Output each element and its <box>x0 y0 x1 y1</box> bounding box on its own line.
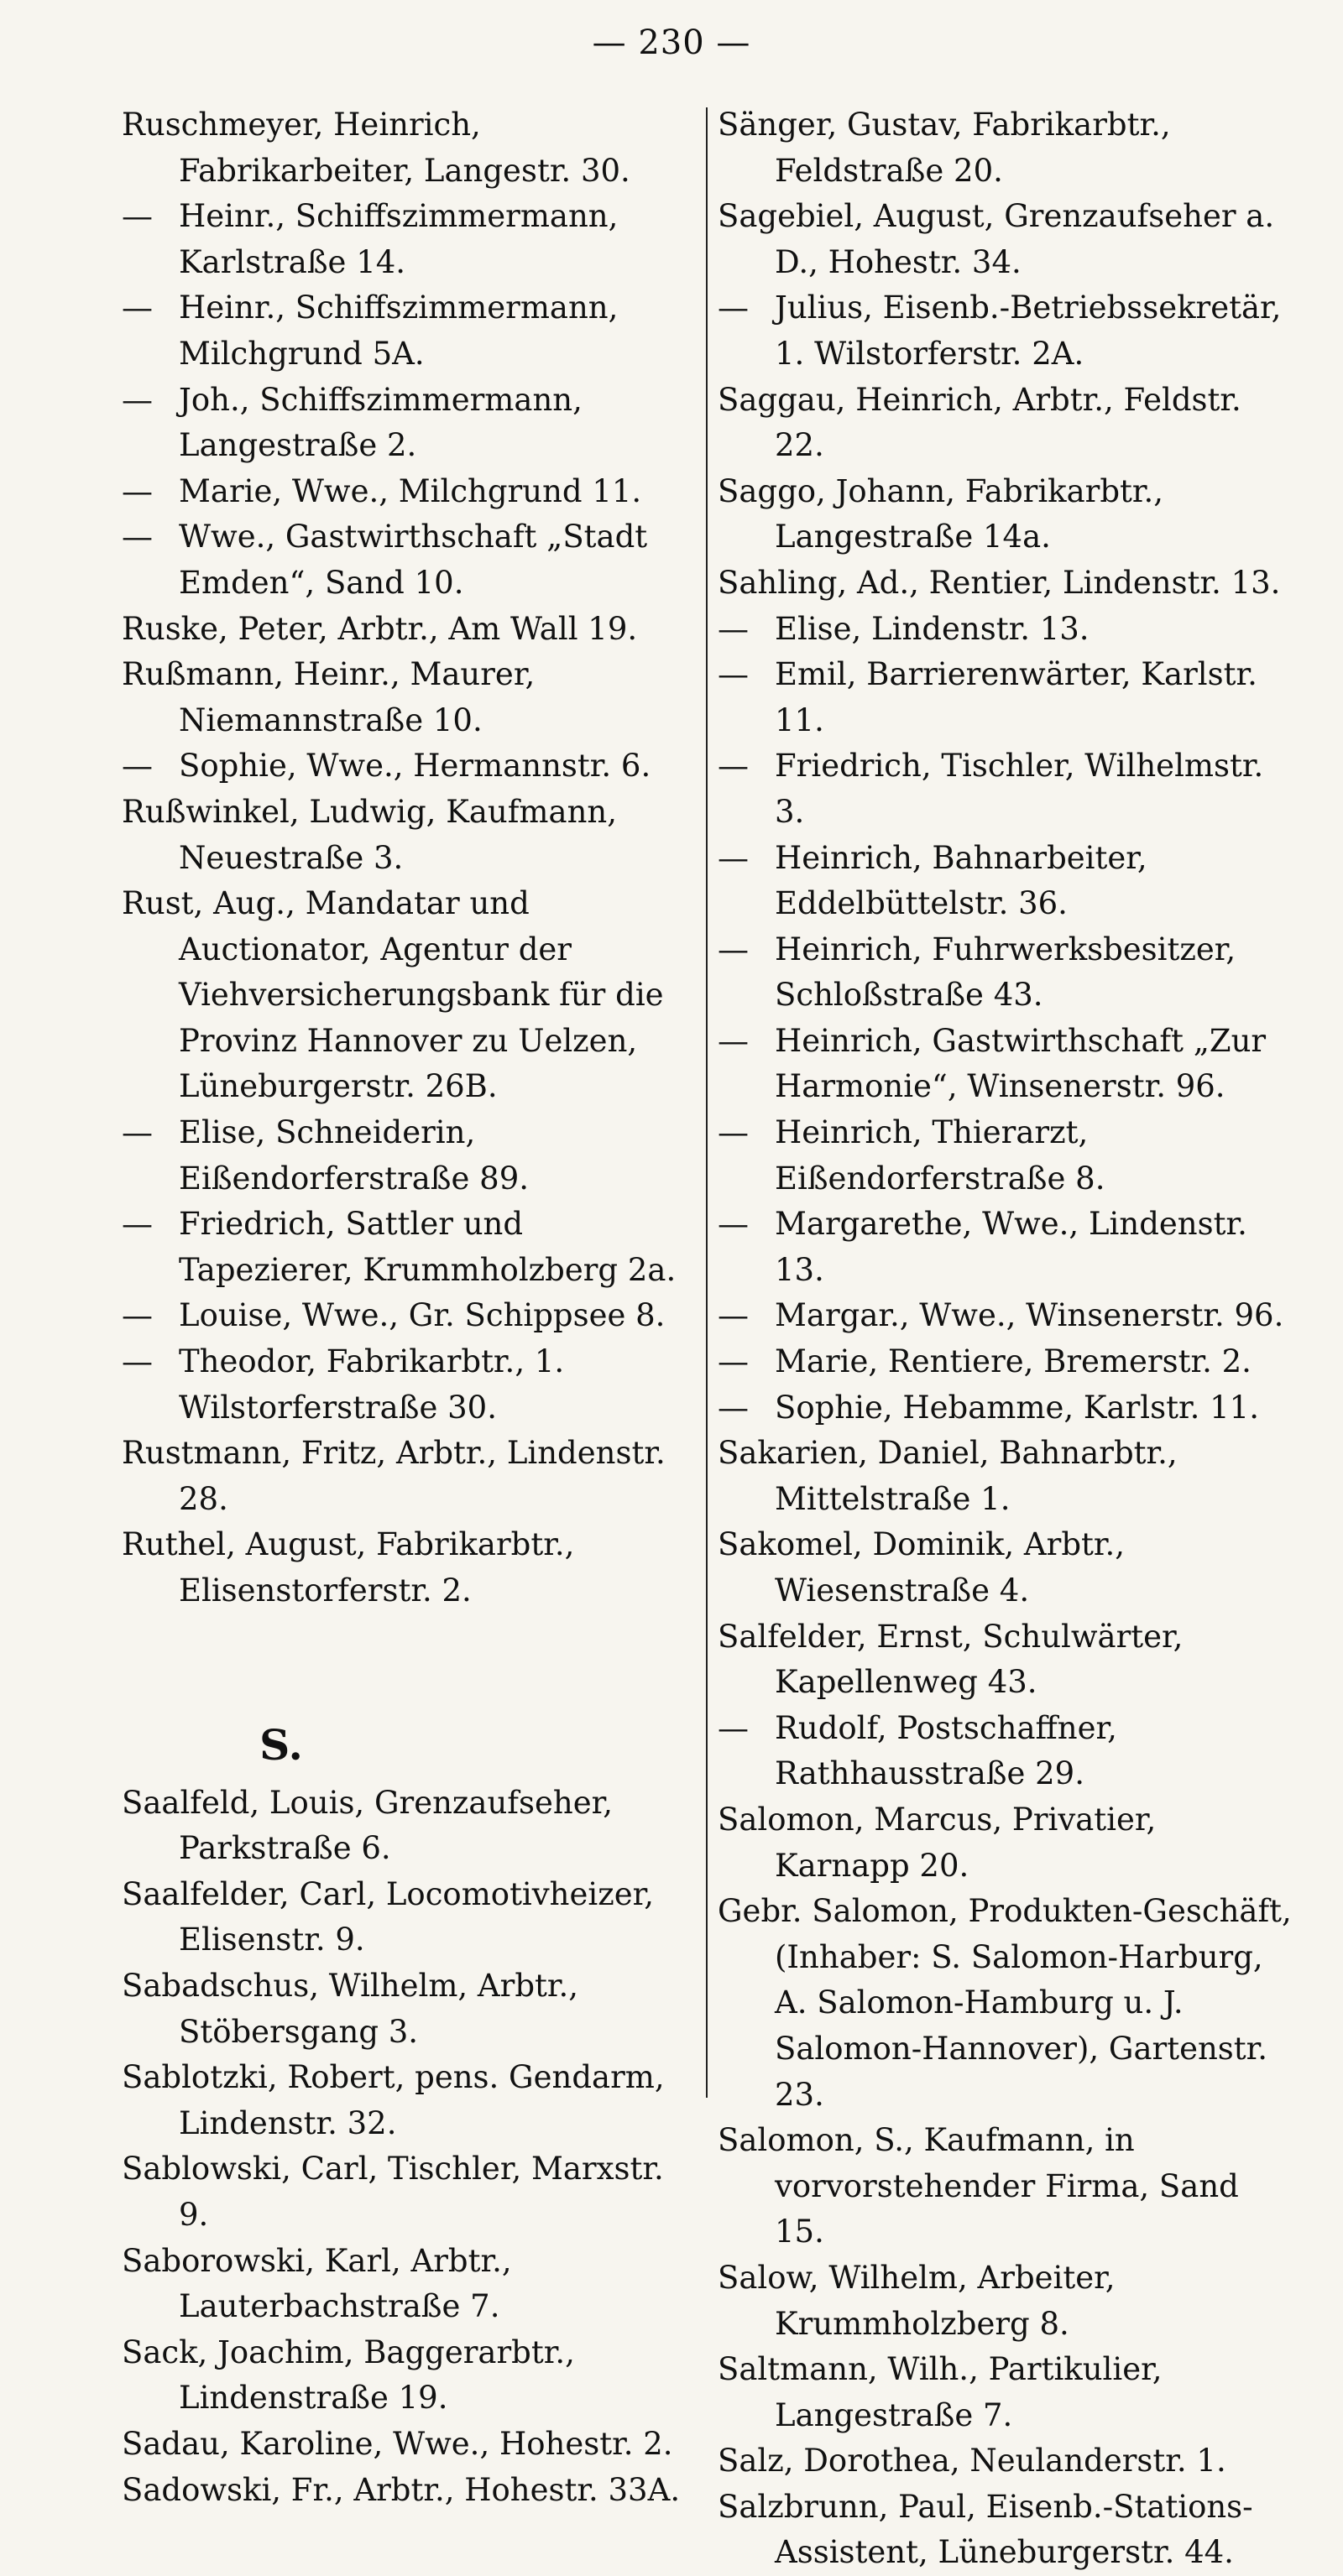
directory-entry <box>718 1522 1297 1614</box>
directory-entry <box>122 1339 701 1431</box>
directory-entry <box>122 285 701 377</box>
directory-entry <box>718 1293 1297 1339</box>
directory-entry <box>122 1781 701 1872</box>
entry-text: Saalfeld, Louis, Grenzaufseher, Parkstraße 6. <box>122 1784 613 1867</box>
directory-entry <box>718 1385 1297 1431</box>
directory-entry <box>122 378 701 469</box>
entry-text: Marie, Rentiere, Bremerstr. 2. <box>775 1343 1252 1380</box>
entry-text: Rust, Aug., Mandatar und Auctionator, Agentur der Viehversicherungsbank für die Provinz Hannover zu Uelzen, Lüneburgerstr. 26B. <box>122 885 664 1105</box>
ditto-dash: — <box>718 1343 749 1380</box>
entry-text: Rustmann, Fritz, Arbtr., Lindenstr. 28. <box>122 1435 666 1517</box>
ditto-dash: — <box>122 1114 153 1151</box>
entry-text: Sabadschus, Wilhelm, Arbtr., Stöbersgang 3. <box>122 1967 579 2050</box>
directory-entry <box>122 514 701 606</box>
ditto-dash: — <box>718 748 749 785</box>
ditto-dash: — <box>718 1297 749 1334</box>
directory-entry <box>718 285 1297 377</box>
entry-text: Sack, Joachim, Baggerarbtr., Lindenstraße 19. <box>122 2334 575 2417</box>
entry-text: Salomon, S., Kaufmann, in vorvorstehender Firma, Sand 15. <box>718 2122 1239 2250</box>
right-entries-s <box>718 102 1297 2576</box>
ditto-dash: — <box>718 1022 749 1059</box>
ditto-dash: — <box>122 748 153 785</box>
ditto-dash: — <box>122 1206 153 1243</box>
entry-text: Rußmann, Heinr., Maurer, Niemannstraße 10. <box>122 656 536 738</box>
directory-entry <box>122 607 701 653</box>
page-number: — 230 — <box>592 23 751 62</box>
entry-text: Elise, Schneiderin, Eißendorferstraße 89. <box>179 1114 530 1197</box>
directory-entry <box>718 1614 1297 1706</box>
ditto-dash: — <box>122 1343 153 1380</box>
ditto-dash: — <box>122 1297 153 1334</box>
entry-text: Sänger, Gustav, Fabrikarbtr., Feldstraße 20. <box>718 107 1171 189</box>
directory-entry <box>718 2347 1297 2438</box>
directory-entry <box>122 194 701 285</box>
entry-text: Saborowski, Karl, Arbtr., Lauterbachstraße 7. <box>122 2242 512 2325</box>
ditto-dash: — <box>718 1114 749 1151</box>
directory-entry <box>718 2485 1297 2576</box>
directory-entry <box>718 1110 1297 1202</box>
directory-entry <box>718 2118 1297 2255</box>
entry-text: Joh., Schiffszimmermann, Langestraße 2. <box>179 381 583 464</box>
directory-entry <box>718 378 1297 469</box>
entry-text: Margarethe, Wwe., Lindenstr. 13. <box>775 1206 1247 1288</box>
entry-text: Sadau, Karoline, Wwe., Hohestr. 2. <box>122 2425 673 2462</box>
entry-text: Julius, Eisenb.-Betriebssekretär, 1. Wilstorferstr. 2A. <box>775 289 1282 372</box>
entry-text: Saltmann, Wilh., Partikulier, Langestraße 7. <box>718 2351 1163 2433</box>
ditto-dash: — <box>122 381 153 418</box>
entry-text: Heinr., Schiffszimmermann, Karlstraße 14. <box>179 198 619 280</box>
directory-entry <box>718 102 1297 194</box>
entry-text: Sophie, Hebamme, Karlstr. 11. <box>775 1389 1259 1426</box>
entry-text: Margar., Wwe., Winsenerstr. 96. <box>775 1297 1284 1334</box>
directory-entry <box>718 1019 1297 1110</box>
ditto-dash: — <box>718 1709 749 1746</box>
entry-text: Heinrich, Gastwirthschaft „Zur Harmonie“, Winsenerstr. 96. <box>775 1022 1267 1105</box>
entry-text: Salz, Dorothea, Neulanderstr. 1. <box>718 2443 1226 2480</box>
directory-entry <box>718 1797 1297 1889</box>
directory-entry <box>122 1293 701 1339</box>
directory-entry <box>122 102 701 194</box>
entry-text: Salomon, Marcus, Privatier, Karnapp 20. <box>718 1801 1157 1884</box>
entry-text: Heinrich, Bahnarbeiter, Eddelbüttelstr. 36. <box>775 839 1147 922</box>
directory-entry <box>122 1522 701 1614</box>
entry-text: Saggau, Heinrich, Arbtr., Feldstr. 22. <box>718 381 1241 464</box>
entry-text: Emil, Barrierenwärter, Karlstr. 11. <box>775 656 1257 738</box>
ditto-dash: — <box>718 1389 749 1426</box>
directory-entry <box>718 469 1297 561</box>
directory-entry <box>122 1431 701 1522</box>
directory-entry <box>718 1431 1297 1522</box>
directory-entry <box>122 2468 701 2514</box>
directory-entry <box>122 2146 701 2238</box>
ditto-dash: — <box>718 610 749 647</box>
directory-entry <box>122 652 701 743</box>
directory-entry <box>122 2239 701 2330</box>
column-divider <box>706 107 708 2098</box>
entry-text: Theodor, Fabrikarbtr., 1. Wilstorferstraße 30. <box>179 1343 565 1426</box>
ditto-dash: — <box>718 656 749 693</box>
directory-entry <box>718 1889 1297 2118</box>
entry-text: Sahling, Ad., Rentier, Lindenstr. 13. <box>718 564 1281 601</box>
entry-text: Heinrich, Thierarzt, Eißendorferstraße 8. <box>775 1114 1105 1197</box>
entry-text: Heinrich, Fuhrwerksbesitzer, Schloßstraße 43. <box>775 931 1236 1014</box>
entry-text: Wwe., Gastwirthschaft „Stadt Emden“, Sand 10. <box>179 519 648 601</box>
ditto-dash: — <box>122 519 153 555</box>
entry-text: Gebr. Salomon, Produkten-Geschäft, (Inhaber: S. Salomon-Harburg, A. Salomon-Hamburg u. J. Salomon-Hannover), Gartenstr. 23. <box>718 1893 1292 2113</box>
section-heading: S. <box>259 1719 303 1770</box>
ditto-dash: — <box>718 1206 749 1243</box>
entry-text: Sagebiel, August, Grenzaufseher a. D., Hohestr. 34. <box>718 198 1275 280</box>
entry-text: Sablowski, Carl, Tischler, Marxstr. 9. <box>122 2151 664 2233</box>
entry-text: Sakarien, Daniel, Bahnarbtr., Mittelstraße 1. <box>718 1435 1178 1517</box>
ditto-dash: — <box>718 839 749 876</box>
directory-entry <box>122 1963 701 2055</box>
directory-entry <box>718 743 1297 835</box>
directory-entry <box>122 743 701 790</box>
directory-entry <box>122 881 701 1110</box>
directory-entry <box>718 836 1297 927</box>
entry-text: Sadowski, Fr., Arbtr., Hohestr. 33A. <box>122 2471 681 2508</box>
directory-entry <box>718 607 1297 653</box>
entry-text: Saalfelder, Carl, Locomotivheizer, Elisenstr. 9. <box>122 1875 655 1958</box>
directory-entry <box>122 2330 701 2422</box>
directory-entry <box>122 1202 701 1293</box>
directory-entry <box>718 561 1297 607</box>
directory-entry <box>718 194 1297 285</box>
entry-text: Ruthel, August, Fabrikarbtr., Elisenstorferstr. 2. <box>122 1526 575 1609</box>
left-entries-s <box>122 1781 701 2514</box>
directory-entry <box>718 652 1297 743</box>
entry-text: Sablotzki, Robert, pens. Gendarm, Lindenstr. 32. <box>122 2059 665 2141</box>
left-column <box>122 102 701 2513</box>
ditto-dash: — <box>718 289 749 326</box>
entry-text: Elise, Lindenstr. 13. <box>775 610 1090 647</box>
entry-text: Friedrich, Sattler und Tapezierer, Krummholzberg 2a. <box>179 1206 677 1288</box>
directory-entry <box>122 790 701 881</box>
entry-text: Salow, Wilhelm, Arbeiter, Krummholzberg 8. <box>718 2259 1116 2342</box>
directory-entry <box>718 1202 1297 1293</box>
directory-entry <box>718 1706 1297 1797</box>
directory-entry <box>122 469 701 515</box>
directory-entry <box>718 1339 1297 1385</box>
entry-text: Marie, Wwe., Milchgrund 11. <box>179 472 642 509</box>
entry-text: Sophie, Wwe., Hermannstr. 6. <box>179 748 651 785</box>
ditto-dash: — <box>122 472 153 509</box>
entry-text: Salfelder, Ernst, Schulwärter, Kapellenweg 43. <box>718 1618 1184 1701</box>
directory-entry <box>122 2055 701 2146</box>
entry-text: Heinr., Schiffszimmermann, Milchgrund 5A. <box>179 289 619 372</box>
entry-text: Ruschmeyer, Heinrich, Fabrikarbeiter, Langestr. 30. <box>122 107 630 189</box>
left-entries-r <box>122 102 701 1614</box>
section-gap <box>122 1614 701 1720</box>
ditto-dash: — <box>718 931 749 967</box>
entry-text: Saggo, Johann, Fabrikarbtr., Langestraße 14a. <box>718 472 1164 555</box>
entry-text: Friedrich, Tischler, Wilhelmstr. 3. <box>775 748 1264 830</box>
ditto-dash: — <box>122 289 153 326</box>
entry-text: Rußwinkel, Ludwig, Kaufmann, Neuestraße 3. <box>122 793 617 876</box>
directory-entry <box>718 927 1297 1019</box>
entry-text: Rudolf, Postschaffner, Rathhausstraße 29. <box>775 1709 1117 1792</box>
directory-entry <box>122 2422 701 2468</box>
right-column <box>718 102 1297 2576</box>
directory-entry <box>718 2255 1297 2347</box>
directory-entry <box>122 1110 701 1202</box>
ditto-dash: — <box>122 198 153 235</box>
directory-entry <box>122 1872 701 1963</box>
entry-text: Ruske, Peter, Arbtr., Am Wall 19. <box>122 610 638 647</box>
entry-text: Sakomel, Dominik, Arbtr., Wiesenstraße 4. <box>718 1526 1126 1609</box>
entry-text: Louise, Wwe., Gr. Schippsee 8. <box>179 1297 666 1334</box>
directory-entry <box>718 2438 1297 2485</box>
entry-text: Salzbrunn, Paul, Eisenb.-Stations-Assistent, Lüneburgerstr. 44. <box>718 2488 1253 2571</box>
